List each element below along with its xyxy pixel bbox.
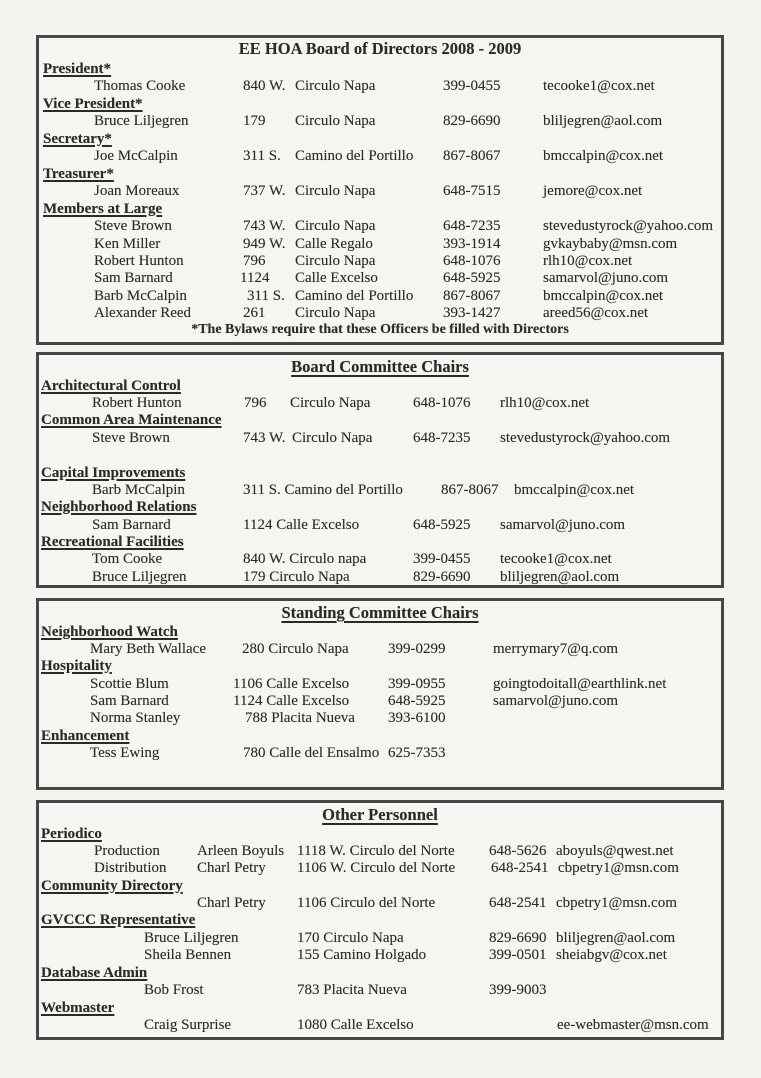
person-name: Mary Beth Wallace [90, 641, 206, 657]
address: 311 S. Camino del Portillo [243, 482, 403, 498]
email-address: bliljegren@aol.com [543, 113, 663, 129]
phone-number: 399-0455 [413, 551, 471, 567]
email-address: gvkaybaby@msn.com [543, 236, 678, 252]
email-address: cbpetry1@msn.com [558, 860, 679, 876]
person-name: Joan Moreaux [94, 183, 180, 199]
address: 179 Circulo Napa [243, 569, 350, 585]
person-name: Craig Surprise [144, 1017, 232, 1033]
person-name: Barb McCalpin [92, 482, 185, 498]
person-name: Tom Cooke [92, 551, 163, 567]
phone-number: 648-7515 [443, 183, 501, 199]
address: 780 Calle del Ensalmo [243, 745, 380, 761]
address: 311 S. [247, 288, 285, 304]
group-heading: Webmaster [41, 1000, 115, 1016]
person-name: Bruce Liljegren [94, 113, 189, 129]
group-heading: Vice President* [43, 96, 143, 112]
group-heading: President* [43, 61, 112, 77]
person-name: Arleen Boyuls [197, 843, 285, 859]
phone-number: 399-0455 [443, 78, 501, 94]
group-heading: Common Area Maintenance [41, 412, 222, 428]
phone-number: 399-0299 [388, 641, 446, 657]
phone-number: 648-2541 [489, 895, 547, 911]
address: 796 [244, 395, 267, 411]
person-name: Bruce Liljegren [144, 930, 239, 946]
person-name: Norma Stanley [90, 710, 181, 726]
phone-number: 393-6100 [388, 710, 446, 726]
email-address: bliljegren@aol.com [500, 569, 620, 585]
email-address: areed56@cox.net [543, 305, 649, 321]
email-address: bmccalpin@cox.net [514, 482, 635, 498]
address: 840 W. Circulo napa [243, 551, 367, 567]
section-title: EE HOA Board of Directors 2008 - 2009 [238, 39, 522, 58]
street-name: Circulo Napa [290, 395, 371, 411]
group-heading: Periodico [41, 826, 102, 842]
person-name: Charl Petry [197, 895, 266, 911]
person-name: Ken Miller [94, 236, 161, 252]
address: 737 W. [243, 183, 286, 199]
address: 1124 Calle Excelso [243, 517, 360, 533]
address: 796 [243, 253, 266, 269]
group-heading: Database Admin [41, 965, 148, 981]
phone-number: 648-5626 [489, 843, 547, 859]
address: 280 Circulo Napa [242, 641, 349, 657]
street-name: Circulo Napa [295, 183, 376, 199]
address: 743 W. [243, 430, 286, 446]
email-address: merrymary7@q.com [493, 641, 619, 657]
group-heading: Hospitality [41, 658, 112, 674]
address: 1106 Circulo del Norte [297, 895, 436, 911]
address: 949 W. [243, 236, 286, 252]
group-heading: Neighborhood Relations [41, 499, 197, 515]
phone-number: 829-6690 [489, 930, 547, 946]
address: 261 [243, 305, 266, 321]
phone-number: 648-5925 [443, 270, 501, 286]
phone-number: 399-9003 [489, 982, 547, 998]
phone-number: 867-8067 [443, 148, 501, 164]
phone-number: 399-0955 [388, 676, 446, 692]
address: 1106 W. Circulo del Norte [297, 860, 456, 876]
person-name: Alexander Reed [94, 305, 192, 321]
email-address: rlh10@cox.net [500, 395, 590, 411]
phone-number: 867-8067 [443, 288, 501, 304]
phone-number: 648-1076 [443, 253, 501, 269]
person-name: Bruce Liljegren [92, 569, 187, 585]
group-heading: Secretary* [43, 131, 112, 147]
person-name: Sheila Bennen [144, 947, 232, 963]
person-name: Steve Brown [94, 218, 172, 234]
person-name: Thomas Cooke [94, 78, 186, 94]
email-address: bmccalpin@cox.net [543, 288, 664, 304]
person-name: Bob Frost [144, 982, 204, 998]
email-address: cbpetry1@msn.com [556, 895, 677, 911]
email-address: tecooke1@cox.net [543, 78, 655, 94]
phone-number: 648-7235 [413, 430, 471, 446]
person-name: Barb McCalpin [94, 288, 187, 304]
phone-number: 399-0501 [489, 947, 547, 963]
person-name: Steve Brown [92, 430, 170, 446]
email-address: goingtodoitall@earthlink.net [493, 676, 667, 692]
street-name: Circulo Napa [295, 218, 376, 234]
street-name: Circulo Napa [295, 113, 376, 129]
bylaws-footnote: *The Bylaws require that these Officers be filled with Directors [191, 322, 569, 337]
group-heading: Neighborhood Watch [41, 624, 178, 640]
email-address: stevedustyrock@yahoo.com [543, 218, 714, 234]
phone-number: 829-6690 [443, 113, 501, 129]
address: 783 Placita Nueva [297, 982, 407, 998]
phone-number: 625-7353 [388, 745, 446, 761]
street-name: Camino del Portillo [295, 148, 414, 164]
role-label: Distribution [94, 860, 167, 876]
email-address: rlh10@cox.net [543, 253, 633, 269]
street-name: Circulo Napa [292, 430, 373, 446]
person-name: Sam Barnard [94, 270, 173, 286]
email-address: bliljegren@aol.com [556, 930, 676, 946]
address: 743 W. [243, 218, 286, 234]
address: 1080 Calle Excelso [297, 1017, 414, 1033]
email-address: tecooke1@cox.net [500, 551, 612, 567]
person-name: Tess Ewing [90, 745, 160, 761]
group-heading: Members at Large [43, 201, 163, 217]
group-heading: Recreational Facilities [41, 534, 184, 550]
email-address: ee-webmaster@msn.com [557, 1017, 709, 1033]
address: 170 Circulo Napa [297, 930, 404, 946]
email-address: samarvol@juno.com [500, 517, 626, 533]
group-heading: Architectural Control [41, 378, 181, 394]
address: 1124 [240, 270, 270, 286]
street-name: Circulo Napa [295, 78, 376, 94]
street-name: Circulo Napa [295, 253, 376, 269]
group-heading: GVCCC Representative [41, 912, 196, 928]
street-name: Calle Regalo [295, 236, 373, 252]
email-address: aboyuls@qwest.net [556, 843, 674, 859]
email-address: samarvol@juno.com [543, 270, 669, 286]
person-name: Sam Barnard [92, 517, 171, 533]
group-heading: Community Directory [41, 878, 183, 894]
section-title: Standing Committee Chairs [281, 603, 479, 622]
address: 155 Camino Holgado [297, 947, 427, 963]
group-heading: Capital Improvements [41, 465, 186, 481]
person-name: Robert Hunton [92, 395, 182, 411]
group-heading: Treasurer* [43, 166, 114, 182]
address: 179 [243, 113, 266, 129]
email-address: jemore@cox.net [543, 183, 643, 199]
person-name: Joe McCalpin [94, 148, 178, 164]
street-name: Camino del Portillo [295, 288, 414, 304]
person-name: Charl Petry [197, 860, 266, 876]
section-title: Other Personnel [322, 805, 438, 824]
email-address: bmccalpin@cox.net [543, 148, 664, 164]
phone-number: 393-1914 [443, 236, 501, 252]
phone-number: 393-1427 [443, 305, 501, 321]
phone-number: 648-5925 [413, 517, 471, 533]
address: 840 W. [243, 78, 286, 94]
phone-number: 648-2541 [491, 860, 549, 876]
phone-number: 867-8067 [441, 482, 499, 498]
address: 788 Placita Nueva [245, 710, 355, 726]
street-name: Calle Excelso [295, 270, 378, 286]
email-address: stevedustyrock@yahoo.com [500, 430, 671, 446]
street-name: Circulo Napa [295, 305, 376, 321]
phone-number: 829-6690 [413, 569, 471, 585]
phone-number: 648-5925 [388, 693, 446, 709]
address: 1118 W. Circulo del Norte [297, 843, 455, 859]
group-heading: Enhancement [41, 728, 130, 744]
address: 1106 Calle Excelso [233, 676, 350, 692]
phone-number: 648-7235 [443, 218, 501, 234]
person-name: Sam Barnard [90, 693, 169, 709]
email-address: sheiabgv@cox.net [556, 947, 667, 963]
person-name: Robert Hunton [94, 253, 184, 269]
address: 1124 Calle Excelso [233, 693, 350, 709]
phone-number: 648-1076 [413, 395, 471, 411]
section-title: Board Committee Chairs [291, 357, 469, 376]
address: 311 S. [243, 148, 281, 164]
email-address: samarvol@juno.com [493, 693, 619, 709]
role-label: Production [94, 843, 160, 859]
person-name: Scottie Blum [90, 676, 169, 692]
